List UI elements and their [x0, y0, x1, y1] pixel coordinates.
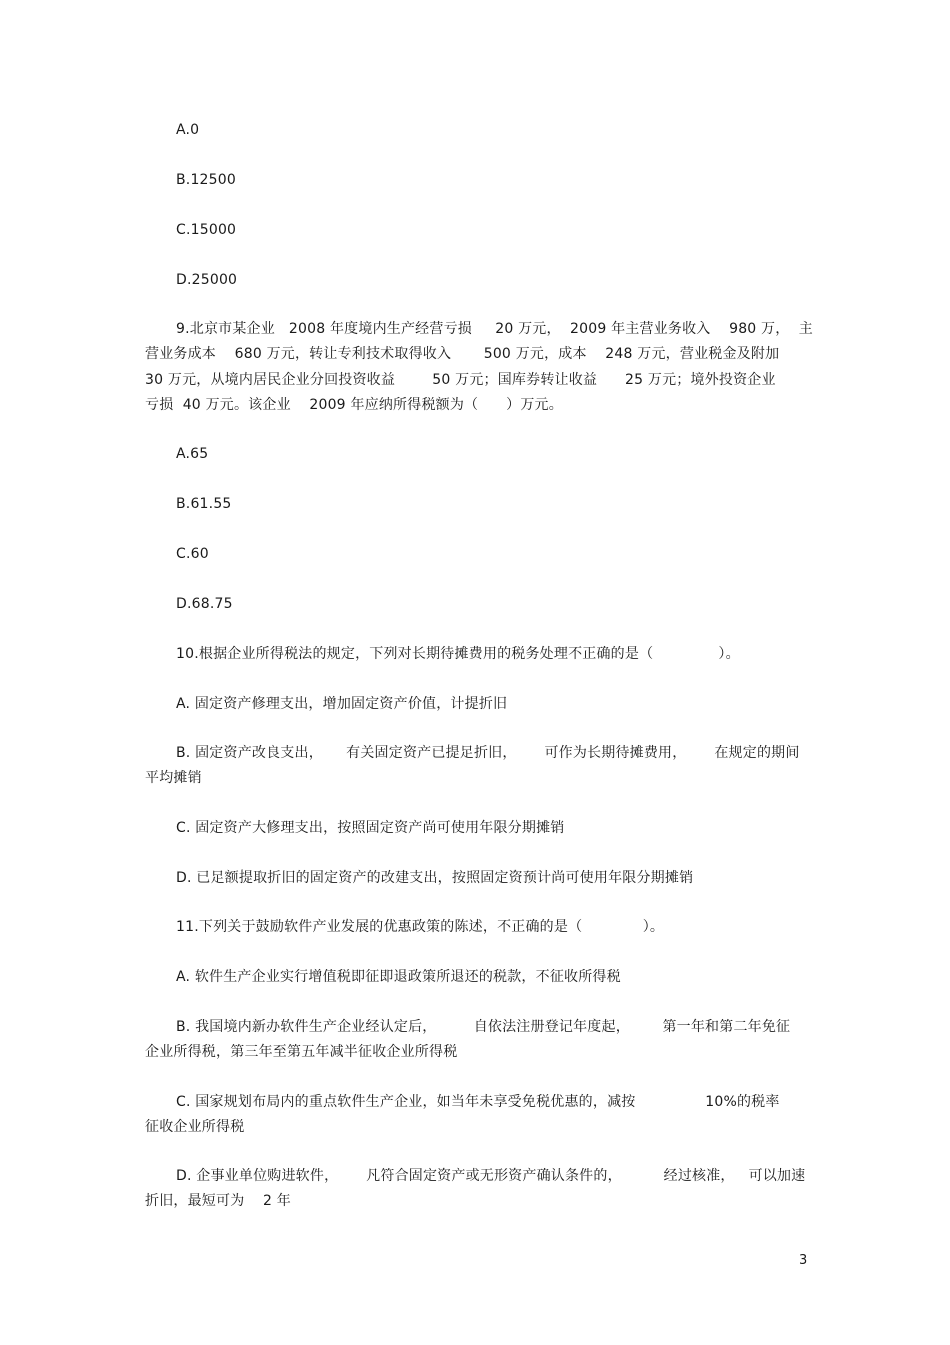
page-number: 3 [799, 1253, 808, 1268]
q11-option-d-line-1: D. 企事业单位购进软件， 凡符合固定资产或无形资产确认条件的， 经过核准， 可以加速 [176, 1168, 806, 1184]
q9-option-c: C.60 [176, 546, 209, 562]
q10-option-d: D. 已足额提取折旧的固定资产的改建支出，按照固定资预计尚可使用年限分期摊销 [176, 870, 694, 886]
q10-option-b-line-1: B. 固定资产改良支出， 有关固定资产已提足折旧， 可作为长期待摊费用， 在规定的期间 [176, 745, 800, 761]
q9-stem-line-4: 亏损 40 万元。该企业 2009 年应纳所得税额为（ ）万元。 [145, 397, 563, 413]
q9-option-d: D.68.75 [176, 596, 233, 612]
q8-option-a: A.0 [176, 122, 200, 138]
q10-option-b-line-2: 平均摊销 [145, 770, 202, 786]
q10-stem: 10.根据企业所得税法的规定，下列对长期待摊费用的税务处理不正确的是（ ）。 [176, 646, 740, 662]
q11-option-c-line-2: 征收企业所得税 [145, 1119, 245, 1135]
q9-option-b: B.61.55 [176, 496, 232, 512]
q9-stem-line-2: 营业务成本 680 万元，转让专利技术取得收入 500 万元，成本 248 万元，营业税金及附加 [145, 346, 780, 362]
q11-option-b-line-2: 企业所得税，第三年至第五年减半征收企业所得税 [145, 1044, 458, 1060]
q11-option-b-line-1: B. 我国境内新办软件生产企业经认定后， 自依法注册登记年度起， 第一年和第二年免征 [176, 1019, 791, 1035]
q8-option-b: B.12500 [176, 172, 236, 188]
q9-option-a: A.65 [176, 446, 209, 462]
q10-option-a: A. 固定资产修理支出，增加固定资产价值，计提折旧 [176, 696, 508, 712]
q11-option-a: A. 软件生产企业实行增值税即征即退政策所退还的税款，不征收所得税 [176, 969, 621, 985]
q11-option-c-line-1: C. 国家规划布局内的重点软件生产企业，如当年未享受免税优惠的，减按 10%的税率 [176, 1094, 780, 1110]
q11-option-d-line-2: 折旧，最短可为 2 年 [145, 1193, 291, 1209]
q11-stem: 11.下列关于鼓励软件产业发展的优惠政策的陈述，不正确的是（ ）。 [176, 919, 665, 935]
q8-option-d: D.25000 [176, 272, 238, 288]
q8-option-c: C.15000 [176, 222, 237, 238]
q10-option-c: C. 固定资产大修理支出，按照固定资产尚可使用年限分期摊销 [176, 820, 565, 836]
q9-stem-line-3: 30 万元，从境内居民企业分回投资收益 50 万元；国库券转让收益 25 万元；境外投资企业 [145, 372, 776, 388]
q9-stem-line-1: 9.北京市某企业 2008 年度境内生产经营亏损 20 万元， 2009 年主营业务收入 980 万， 主 [176, 321, 813, 337]
